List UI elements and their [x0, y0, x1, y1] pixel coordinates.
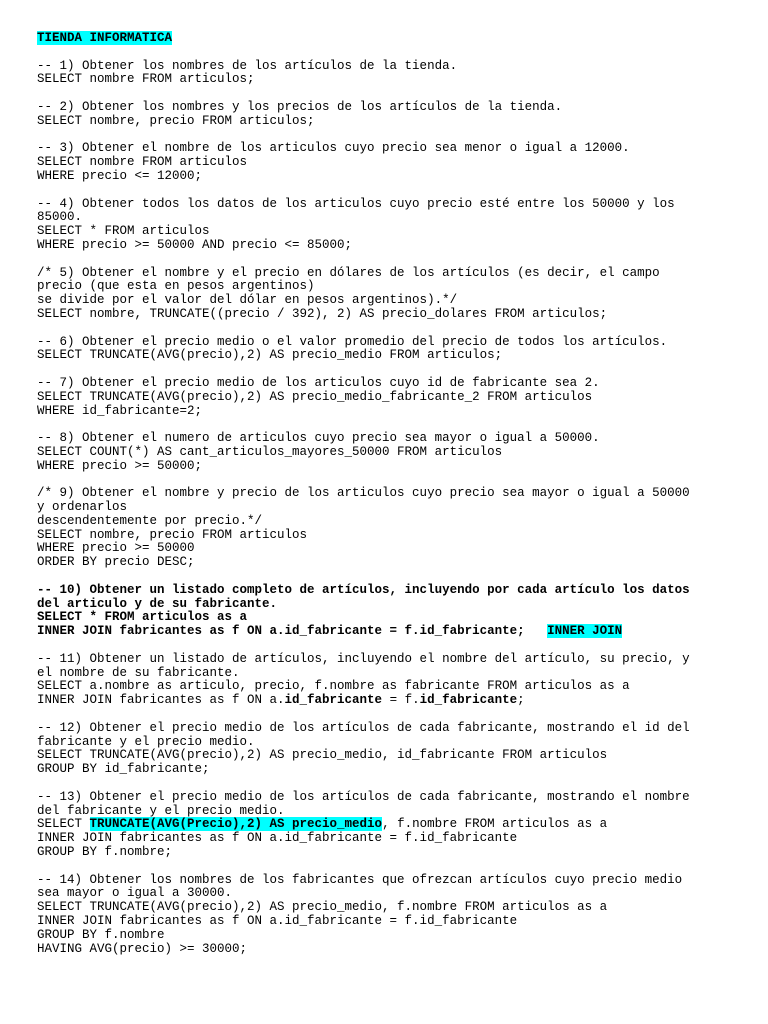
text-line: HAVING AVG(precio) >= 30000; [37, 941, 248, 956]
sql-block-3 [37, 142, 738, 197]
text-line: -- 1) Obtener los nombres de los artículos de la tienda. [37, 58, 458, 73]
comment-line: -- 10) Obtener un listado completo de artículos, incluyendo por cada artículo los datos [37, 582, 690, 597]
spacer [37, 860, 738, 874]
spacer [37, 184, 738, 198]
comment-line: el nombre de su fabricante. [37, 665, 240, 680]
text-line: SELECT TRUNCATE(AVG(precio),2) AS precio_medio, f.nombre FROM articulos as a [37, 900, 608, 915]
text-line: SELECT nombre, TRUNCATE((precio / 392), 2) AS precio_dolares FROM articulos; [37, 306, 608, 321]
text-line: ORDER BY precio DESC; [37, 555, 195, 570]
spacer [37, 253, 738, 267]
comment-line: del articulo y de su fabricante. [37, 596, 278, 611]
text-line: -- 7) Obtener el precio medio de los articulos cuyo id de fabricante sea 2. [37, 375, 600, 390]
spacer [37, 474, 738, 488]
text-line: /* 9) Obtener el nombre y precio de los articulos cuyo precio sea mayor o igual a 50000 [37, 486, 690, 501]
highlighted-expression: TRUNCATE(AVG(Precio),2) AS precio_medio [89, 817, 383, 832]
text-line: sea mayor o igual a 30000. [37, 886, 233, 901]
spacer [37, 87, 738, 101]
text-line: descendentemente por precio.*/ [37, 513, 263, 528]
code-line [37, 625, 738, 639]
code-line: SELECT * FROM articulos as a [37, 610, 248, 625]
spacer [37, 46, 738, 60]
code-fragment: SELECT [37, 817, 90, 832]
code-fragment: = f. [382, 693, 420, 708]
code-line: GROUP BY f.nombre; [37, 845, 173, 860]
text-line: SELECT TRUNCATE(AVG(precio),2) AS precio_medio FROM articulos; [37, 348, 503, 363]
text-line: precio (que esta en pesos argentinos) [37, 279, 315, 294]
code-fragment: , f.nombre FROM articulos as a [382, 817, 608, 832]
spacer [37, 418, 738, 432]
text-line: SELECT nombre FROM articulos; [37, 72, 255, 87]
spacer [37, 322, 738, 336]
text-line: WHERE id_fabricante=2; [37, 403, 203, 418]
code-line [37, 694, 738, 708]
sql-block-13 [37, 791, 738, 874]
text-line: SELECT nombre FROM articulos [37, 155, 248, 170]
sql-block-6 [37, 336, 738, 377]
spacer [37, 777, 738, 791]
code-fragment: ; [517, 693, 525, 708]
sql-block-1 [37, 60, 738, 101]
text-line: /* 5) Obtener el nombre y el precio en dólares de los artículos (es decir, el campo [37, 265, 660, 280]
comment-line: del fabricante y el precio medio. [37, 803, 285, 818]
text-line: SELECT COUNT(*) AS cant_articulos_mayores_50000 FROM articulos [37, 444, 503, 459]
text-line: -- 4) Obtener todos los datos de los articulos cuyo precio esté entre los 50000 y los [37, 196, 675, 211]
text-line: -- 2) Obtener los nombres y los precios de los artículos de la tienda. [37, 99, 563, 114]
text-line: -- 3) Obtener el nombre de los articulos cuyo precio sea menor o igual a 12000. [37, 141, 630, 156]
join-clause: INNER JOIN fabricantes as f ON a.id_fabricante = f.id_fabricante; [37, 624, 525, 639]
text-line: y ordenarlos [37, 500, 128, 515]
spacer [37, 363, 738, 377]
document-title: TIENDA INFORMATICA [37, 31, 173, 45]
sql-blocks [37, 60, 738, 584]
sql-block-11 [37, 653, 738, 722]
text-line: WHERE precio >= 50000; [37, 458, 203, 473]
sql-block-8 [37, 432, 738, 487]
text-line: GROUP BY f.nombre [37, 927, 165, 942]
code-line [37, 818, 738, 832]
text-line: -- 6) Obtener el precio medio o el valor promedio del precio de todos los artículos. [37, 334, 668, 349]
text-line: -- 8) Obtener el numero de articulos cuyo precio sea mayor o igual a 50000. [37, 431, 600, 446]
text-line: SELECT * FROM articulos [37, 224, 210, 239]
inner-join-tag: INNER JOIN [547, 624, 623, 639]
sql-block-2 [37, 101, 738, 142]
bold-field: id_fabricante [419, 693, 518, 708]
comment-line: -- 11) Obtener un listado de artículos, incluyendo el nombre del artículo, su precio, y [37, 651, 690, 666]
comment-line: -- 13) Obtener el precio medio de los artículos de cada fabricante, mostrando el nombre [37, 789, 690, 804]
text-line: SELECT nombre, precio FROM articulos; [37, 113, 315, 128]
code-line: INNER JOIN fabricantes as f ON a.id_fabricante = f.id_fabricante [37, 831, 518, 846]
sql-block-14 [37, 874, 738, 957]
code-line: SELECT a.nombre as articulo, precio, f.nombre as fabricante FROM articulos as a [37, 679, 630, 694]
sql-block-12 [37, 722, 738, 791]
text-line: se divide por el valor del dólar en pesos argentinos).*/ [37, 293, 458, 308]
text-line: -- 14) Obtener los nombres de los fabricantes que ofrezcan artículos cuyo precio medio [37, 872, 683, 887]
text-line: WHERE precio >= 50000 [37, 541, 195, 556]
text-line: fabricante y el precio medio. [37, 734, 255, 749]
text-line: SELECT TRUNCATE(AVG(precio),2) AS precio_medio_fabricante_2 FROM articulos [37, 389, 593, 404]
text-line: WHERE precio >= 50000 AND precio <= 85000; [37, 237, 353, 252]
spacer [37, 639, 738, 653]
code-fragment: INNER JOIN fabricantes as f ON a. [37, 693, 285, 708]
text-line: GROUP BY id_fabricante; [37, 762, 210, 777]
bold-field: id_fabricante [284, 693, 383, 708]
text-line: 85000. [37, 210, 83, 225]
sql-block-7 [37, 377, 738, 432]
sql-block-9 [37, 487, 738, 584]
spacer [37, 129, 738, 143]
text-line: INNER JOIN fabricantes as f ON a.id_fabricante = f.id_fabricante [37, 914, 518, 928]
document-title-line [37, 32, 738, 46]
spacer [37, 708, 738, 722]
sql-block-5 [37, 267, 738, 336]
text-line: SELECT TRUNCATE(AVG(precio),2) AS precio_medio, id_fabricante FROM articulos [37, 748, 608, 763]
text-line: -- 12) Obtener el precio medio de los artículos de cada fabricante, mostrando el id del [37, 720, 690, 735]
sql-block-4 [37, 198, 738, 267]
sql-block-10 [37, 584, 738, 653]
spacer [37, 570, 738, 584]
text-line: WHERE precio <= 12000; [37, 168, 203, 183]
text-line: SELECT nombre, precio FROM articulos [37, 527, 308, 542]
